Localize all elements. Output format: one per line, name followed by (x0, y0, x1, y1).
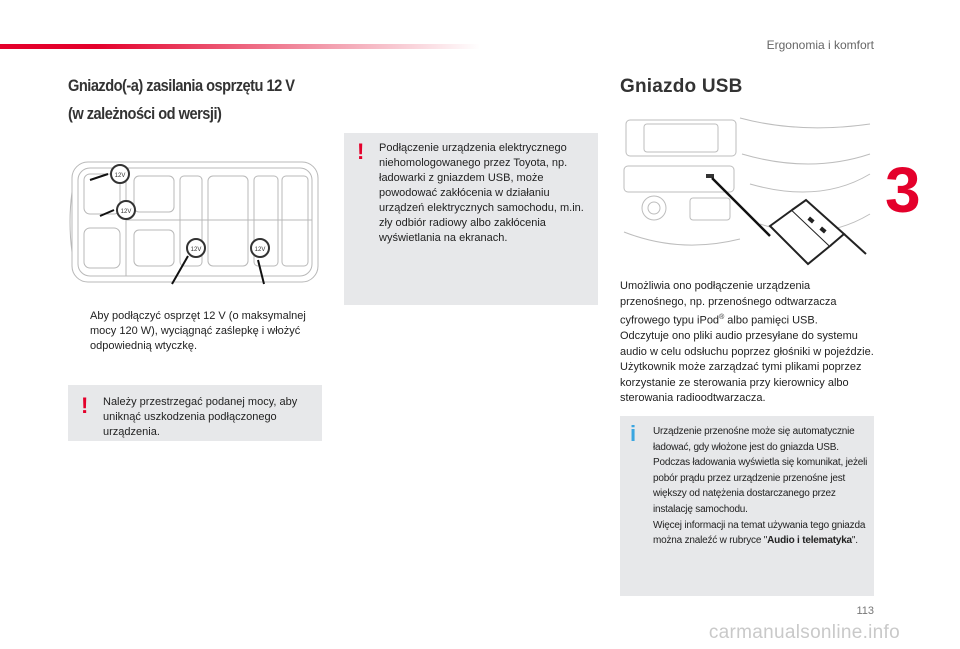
usb-paragraph-3: Użytkownik może zarządzać tymi plikami poprzez korzystanie ze sterowania przy kierownicy albo sterowania radioodtwarzacza. (620, 361, 862, 405)
heading-12v-socket (68, 72, 309, 128)
heading-12v-line1: Gniazdo(-a) zasilania osprzętu 12 V (68, 76, 295, 95)
usb-description (620, 279, 876, 407)
chapter-number: 3 (885, 154, 921, 226)
svg-text:12V: 12V (254, 247, 266, 253)
svg-text:12V: 12V (120, 209, 132, 215)
svg-text:12V: 12V (190, 247, 202, 253)
warning-text-power: Należy przestrzegać podanej mocy, aby uniknąć uszkodzenia podłączonego urządzenia. (103, 396, 298, 438)
warning-box-power (68, 385, 322, 441)
svg-text:12V: 12V (114, 173, 126, 179)
info-text-2: Podczas ładowania wyświetla się komunikat, jeżeli pobór prądu przez urządzenie przenośne jest większy od natężenia dostarczanego przez instalację samochodu. (653, 457, 868, 515)
audio-telematics-link: Audio i telematyka (767, 535, 852, 547)
warning-icon: ! (81, 393, 89, 418)
heading-12v-line2: (w zależności od wersji) (68, 104, 222, 123)
usb-paragraph-2: Odczytuje ono pliki audio przesyłane do systemu audio w celu odsłuchu poprzez głośniki w pojeździe. (620, 330, 874, 358)
vehicle-interior-figure (68, 152, 322, 291)
page-number: 113 (856, 605, 874, 617)
warning-text-nonhomologated: Podłączenie urządzenia elektrycznego niehomologowanego przez Toyota, np. ładowarki z gniazdem USB, może powodować zakłócenia w działaniu urządzeń elektrycznych samochodu, m.in. zły odbiór radiowy albo zakłócenia wyświetlania na ekranach. (379, 142, 584, 244)
pointer-arrows (68, 152, 322, 291)
instruction-bullet (68, 309, 328, 354)
heading-usb-socket: Gniazdo USB (620, 76, 743, 97)
info-text-3: Więcej informacji na temat używania tego gniazda można znaleźć w rubryce "Audio i telematyka". (653, 519, 866, 547)
usb-paragraph-1: Umożliwia ono podłączenie urządzenia przenośnego, np. przenośnego odtwarzacza cyfrowego typu iPod® albo pamięci USB. (620, 280, 837, 327)
info-icon: i (630, 421, 637, 446)
info-box-usb-charging (620, 416, 874, 596)
usb-socket-figure (620, 114, 874, 269)
instruction-text: Aby podłączyć osprzęt 12 V (o maksymalnej mocy 120 W), wyciągnąć zaślepkę i włożyć odpowiednią wtyczkę. (90, 310, 306, 352)
warning-box-nonhomologated (344, 133, 598, 305)
section-title: Ergonomia i komfort (766, 38, 874, 52)
usb-dashboard-illustration (620, 114, 874, 269)
usb-plug-icon (770, 200, 866, 264)
info-text-1: Urządzenie przenośne może się automatycznie ładować, gdy włożone jest do gniazda USB. (653, 426, 855, 453)
header-accent-bar (0, 44, 480, 49)
warning-icon: ! (357, 139, 365, 164)
info-text (653, 424, 871, 549)
watermark: carmanualsonline.info (708, 622, 900, 643)
